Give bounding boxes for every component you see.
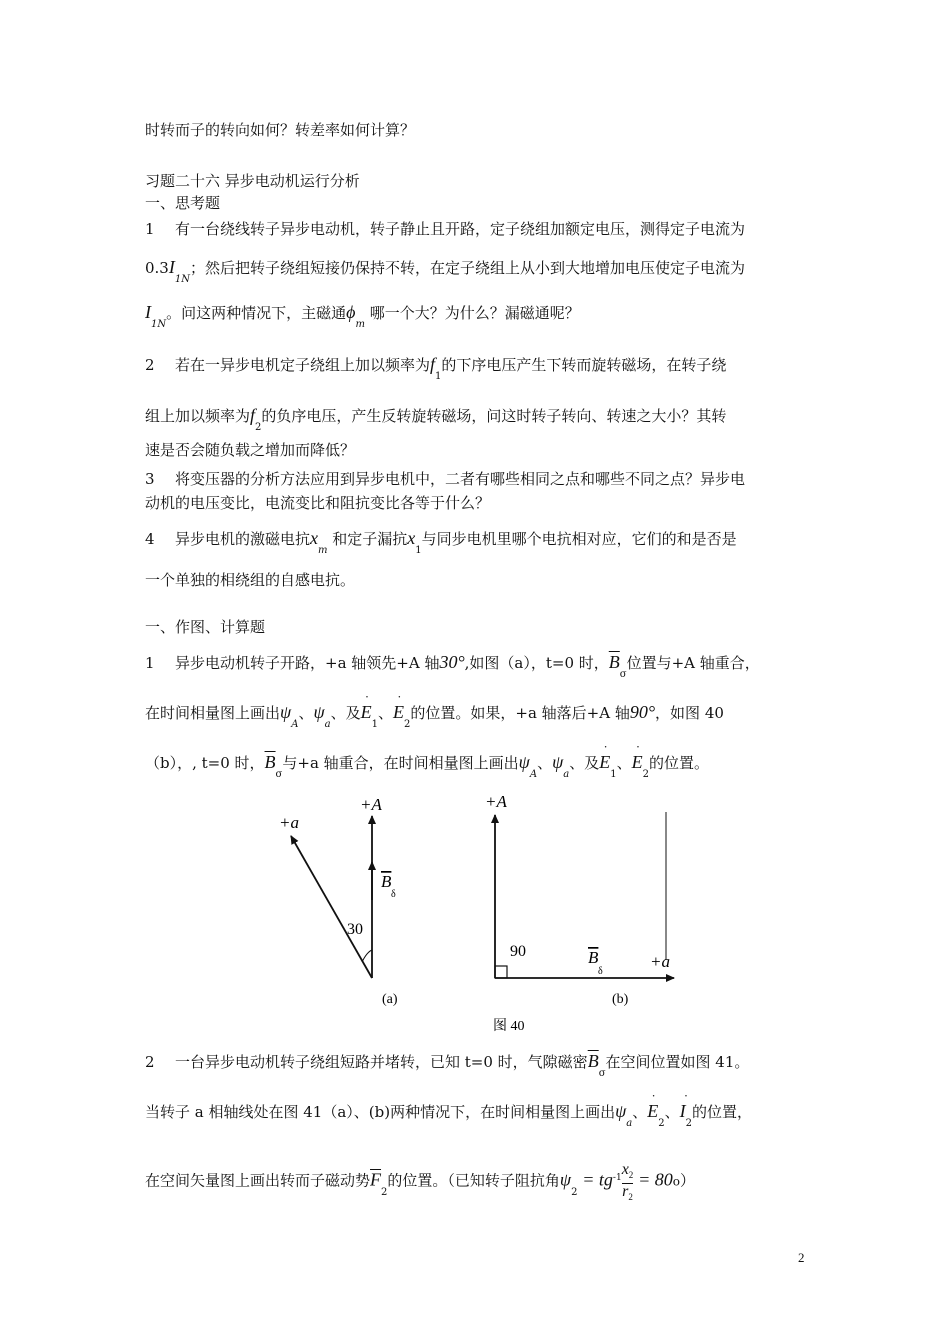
- p2-text3end: ）: [679, 1171, 695, 1190]
- section2-heading: 一、作图、计算题: [145, 618, 266, 636]
- p1-sep: 、: [378, 704, 394, 722]
- p1-number: 1: [145, 654, 155, 672]
- p2-text2a: 当转子 a 相轴线处在图 41（a）、(b)两种情况下，在时间相量图上画出: [145, 1103, 616, 1121]
- symbol-psi: ψ: [615, 1101, 627, 1121]
- p2-sep: 、: [632, 1103, 648, 1121]
- p1-sep: 、: [298, 704, 314, 722]
- p2-line1: [145, 1051, 750, 1079]
- q4-number: 4: [145, 530, 155, 548]
- symbol-sub-m: m: [318, 545, 328, 556]
- page-number: 2: [798, 1250, 805, 1265]
- p2-line3: [145, 1160, 695, 1203]
- label-B-sub-a: δ: [391, 889, 396, 900]
- symbol-psi: ψ: [518, 752, 530, 772]
- symbol-x: x: [407, 528, 416, 548]
- angle-90: 90°: [629, 702, 656, 722]
- symbol-phi: ϕ: [346, 302, 356, 322]
- symbol-sub-1: 1: [610, 769, 617, 780]
- q4-line1: [145, 528, 737, 556]
- label-angle-b: 90: [510, 943, 526, 960]
- symbol-psi: ψ: [280, 702, 292, 722]
- angle-arc-a: [362, 950, 372, 962]
- p1-text2f: ，如图 40: [655, 704, 724, 722]
- q4-line2: 一个单独的相绕组的自感电抗。: [145, 571, 356, 589]
- figure-40: [0, 780, 950, 1040]
- symbol-sub-m: m: [355, 319, 365, 330]
- q3-text1: 将变压器的分析方法应用到异步电机中，二者有哪些相同之点和哪些不同之点？异步电: [175, 470, 746, 488]
- q2-line3: 速是否会随负载之增加而降低？: [145, 441, 356, 459]
- symbol-sub-2: 2: [404, 719, 411, 730]
- p1-sep: 、: [537, 754, 553, 772]
- symbol-B: $\overline{B}$: [587, 1051, 599, 1071]
- q1-number: 1: [145, 220, 155, 238]
- p1-text2c: 、及: [330, 704, 361, 722]
- symbol-sub-sigma: σ: [619, 669, 627, 680]
- symbol-B: $\overline{B}$: [264, 752, 276, 772]
- q2-text1b: 的下序电压产生下转而旋转磁场，在转子绕: [441, 356, 727, 374]
- symbol-sub-a: a: [563, 769, 570, 780]
- symbol-E: ˙ E: [647, 1101, 658, 1121]
- caption-b: (b): [612, 992, 629, 1007]
- label-plus-A-b: +A: [485, 792, 507, 811]
- p1-text3b: 与+a 轴重合，在时间相量图上画出: [282, 754, 519, 772]
- caption-a: (a): [382, 992, 398, 1007]
- symbol-E: ˙ E: [632, 752, 643, 772]
- symbol-sub-1N: 1N: [151, 319, 167, 330]
- symbol-I: ˙ I: [680, 1101, 686, 1121]
- p1-line2: [145, 702, 724, 730]
- symbol-sub-A: A: [529, 769, 538, 780]
- degree-mark: o: [672, 1174, 680, 1189]
- figure-40b: [485, 792, 674, 1007]
- symbol-sub-2: 2: [658, 1118, 665, 1129]
- label-B-sub-b: δ: [598, 966, 603, 977]
- q1-coef: 0.3: [145, 259, 169, 277]
- figure-40a: [279, 795, 398, 1007]
- q2-text2a: 组上加以频率为: [145, 407, 251, 425]
- symbol-sub-2: 2: [642, 769, 650, 780]
- q2-line2: [145, 405, 727, 433]
- symbol-sub-A: A: [291, 719, 299, 730]
- symbol-psi: ψ: [552, 752, 564, 772]
- q1-text2: ；然后把转子绕组短接仍保持不转，在定子绕组上从小到大地增加电压使定子电流为: [189, 259, 745, 277]
- symbol-sup-minus1: -1: [612, 1172, 622, 1183]
- symbol-sub-2: 2: [255, 422, 262, 433]
- p2-text1b: 在空间位置如图 41。: [605, 1053, 750, 1071]
- q3-number: 3: [145, 470, 155, 488]
- p2-line2: [145, 1101, 753, 1129]
- q4-text1a: 异步电机的激磁电抗: [175, 530, 311, 548]
- symbol-E: ˙ E: [599, 752, 610, 772]
- p2-text3a: 在空间矢量图上画出转而子磁动势: [145, 1171, 371, 1190]
- p1-text3d: 、及: [569, 754, 600, 772]
- symbol-f: f: [430, 354, 436, 374]
- label-B-a: B: [381, 872, 392, 891]
- equation-tg: = tg: [582, 1169, 613, 1190]
- q1-line3: [145, 302, 580, 330]
- symbol-sub-2: 2: [685, 1118, 693, 1129]
- symbol-E: ˙ E: [361, 702, 372, 722]
- top-line: 时转而子的转向如何？转差率如何计算？: [145, 121, 416, 139]
- symbol-sub-sigma: σ: [275, 769, 283, 780]
- symbol-sub-a: a: [626, 1118, 633, 1129]
- right-angle-mark-b: [495, 966, 507, 978]
- p1-line1: [145, 652, 760, 680]
- q3-line2: 动机的电压变比，电流变比和阻抗变比各等于什么？: [145, 494, 491, 512]
- p1-line3: [145, 752, 710, 780]
- p1-text1b: ,如图（a），t=0 时，: [464, 654, 609, 672]
- q2-text1a: 若在一异步电机定子绕组上加以频率为: [175, 356, 431, 374]
- p1-text3f: 的位置。: [649, 754, 710, 772]
- p2-text1a: 一台异步电动机转子绕组短路并堵转，已知 t=0 时，气隙磁密: [175, 1053, 588, 1071]
- symbol-I: I: [145, 302, 151, 322]
- q3-line1: [145, 469, 745, 489]
- q1-line2: [145, 257, 745, 285]
- symbol-psi: ψ: [559, 1169, 572, 1190]
- exercise-title: 习题二十六 异步电动机运行分析: [145, 172, 360, 190]
- symbol-E: ˙ E: [393, 702, 404, 722]
- q1-text3b: 哪一个大？为什么？漏磁通呢？: [369, 304, 580, 322]
- p2-sep: 、: [664, 1103, 680, 1121]
- q1-line1: [145, 219, 745, 239]
- p2-number: 2: [145, 1053, 155, 1071]
- q4-text1c: 与同步电机里哪个电抗相对应，它们的和是否是: [421, 530, 737, 548]
- p1-text1a: 异步电动机转子开路，+a 轴领先+A 轴: [175, 654, 440, 672]
- label-plus-a-b: +a: [650, 952, 670, 971]
- p1-text3a: （b），, t=0 时，: [145, 754, 265, 772]
- p1-sep: 、: [616, 754, 632, 772]
- q1-text: 有一台绕线转子异步电动机，转子静止且开路，定子绕组加额定电压，测得定子电流为: [175, 220, 746, 238]
- label-angle-a: 30: [347, 921, 363, 938]
- q2-line1: [145, 354, 727, 382]
- fraction-x2-r2: $\frac{x_2}{r_2}$: [622, 1162, 634, 1205]
- p1-text2e: 的位置。如果，+a 轴落后+A 轴: [410, 704, 630, 722]
- symbol-sub-2: 2: [381, 1186, 388, 1198]
- p2-text3b: 的位置。（已知转子阻抗角: [387, 1171, 560, 1190]
- symbol-x: x: [310, 528, 319, 548]
- symbol-sub-1: 1: [435, 371, 442, 382]
- angle-30: 30°: [439, 652, 465, 672]
- q1-text3a: 。问这两种情况下，主磁通: [166, 304, 347, 322]
- symbol-f: f: [250, 405, 256, 425]
- symbol-sub-sigma: σ: [598, 1068, 606, 1079]
- symbol-B: $\overline{B}$: [608, 652, 620, 672]
- symbol-psi: ψ: [313, 702, 325, 722]
- equation-value: = 80: [638, 1169, 673, 1190]
- symbol-I: I: [168, 257, 175, 277]
- q2-text2b: 的负序电压，产生反转旋转磁场，问这时转子转向、转速之大小？其转: [261, 407, 727, 425]
- axis-plus-a-a: [291, 836, 372, 978]
- figure-40-caption: 图 40: [493, 1019, 525, 1034]
- label-plus-a-a: +a: [279, 813, 299, 832]
- symbol-F: $\overline{F}$: [370, 1169, 382, 1190]
- label-B-b: B: [588, 948, 599, 967]
- symbol-sub-2: 2: [571, 1186, 578, 1198]
- section1-heading: 一、思考题: [145, 194, 221, 212]
- symbol-sub-1N: 1N: [174, 274, 190, 285]
- q2-number: 2: [145, 356, 155, 374]
- symbol-sub-1: 1: [415, 545, 422, 556]
- label-plus-A-a: +A: [360, 795, 382, 814]
- p1-text1c: 位置与+A 轴重合，: [626, 654, 760, 672]
- p2-text2d: 的位置，: [692, 1103, 753, 1121]
- symbol-sub-1: 1: [371, 719, 378, 730]
- p1-text2a: 在时间相量图上画出: [145, 704, 281, 722]
- q4-text1b: 和定子漏抗: [332, 530, 408, 548]
- symbol-sub-a: a: [324, 719, 331, 730]
